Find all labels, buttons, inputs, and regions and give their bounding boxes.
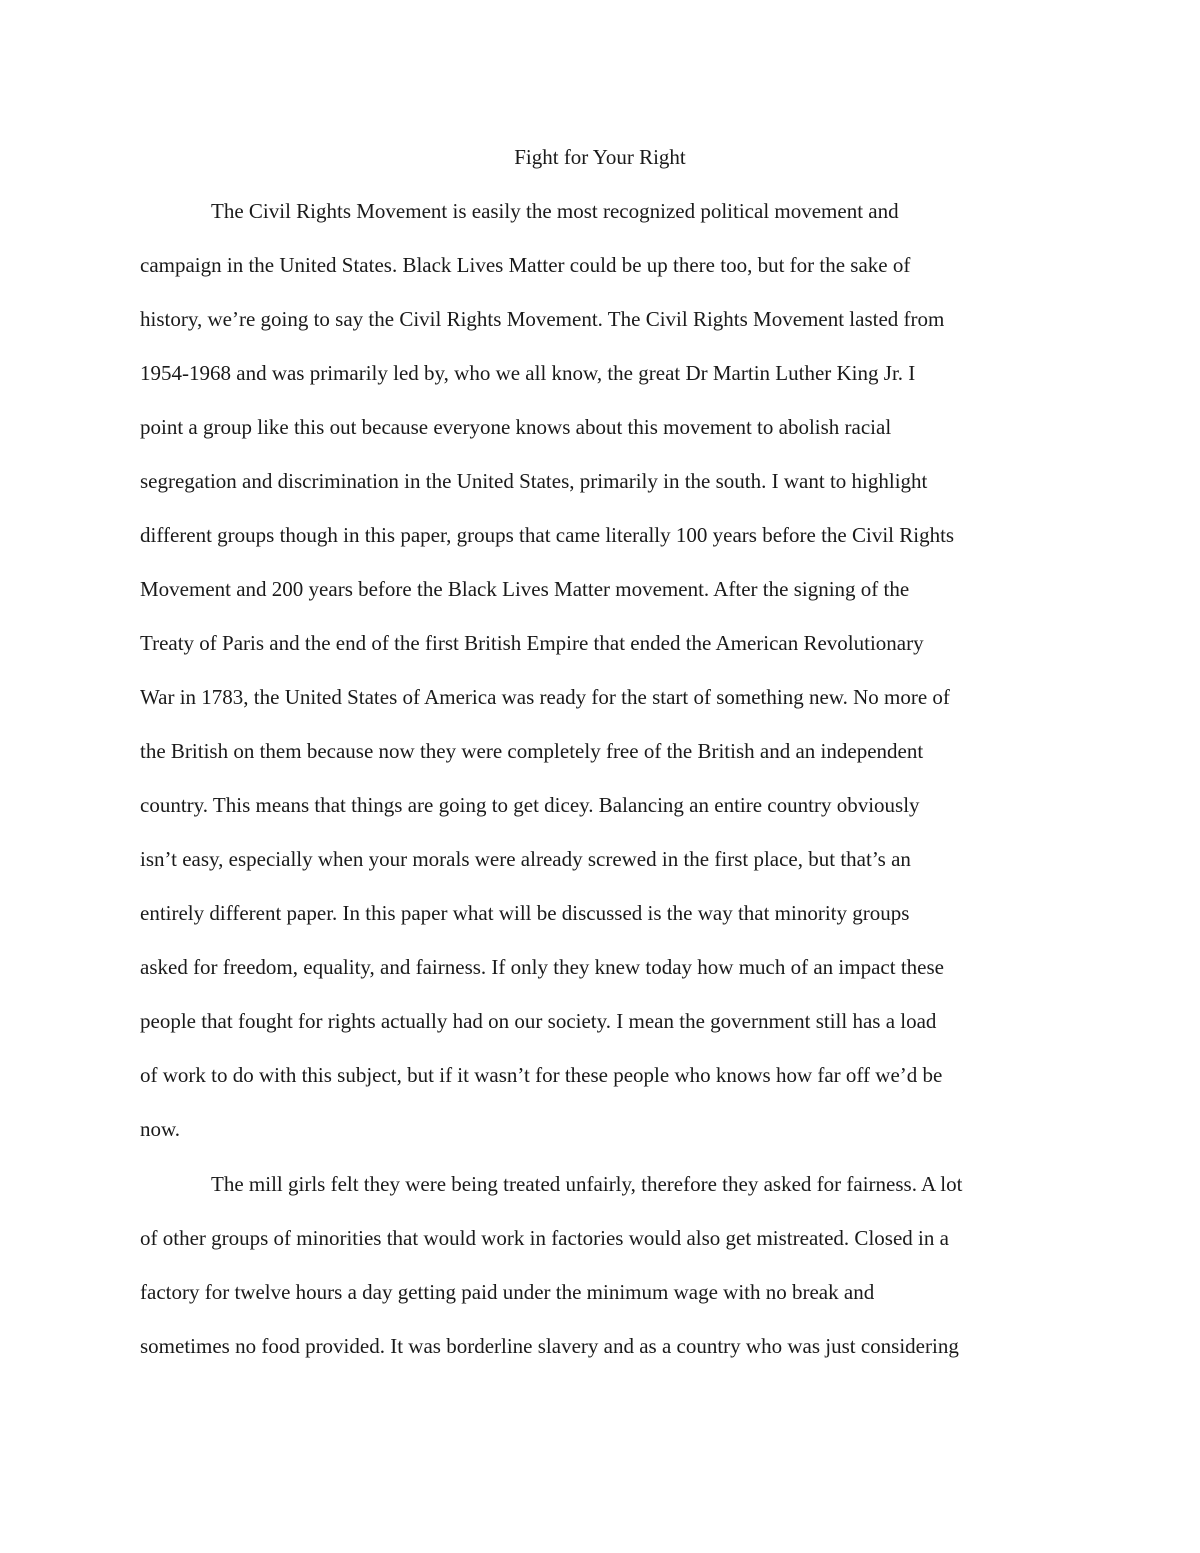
body-line: War in 1783, the United States of America was ready for the start of something new. No more of bbox=[140, 685, 950, 709]
body-line: point a group like this out because everyone knows about this movement to abolish racial bbox=[140, 415, 892, 439]
body-line: country. This means that things are going to get dicey. Balancing an entire country obviously bbox=[140, 793, 920, 817]
body-line: now. bbox=[140, 1117, 181, 1141]
document-title: Fight for Your Right bbox=[514, 145, 686, 169]
body-line: the British on them because now they were completely free of the British and an independent bbox=[140, 739, 924, 763]
body-line: sometimes no food provided. It was borderline slavery and as a country who was just considering bbox=[140, 1334, 959, 1358]
body-line: entirely different paper. In this paper what will be discussed is the way that minority groups bbox=[140, 901, 910, 925]
body-line: factory for twelve hours a day getting paid under the minimum wage with no break and bbox=[140, 1280, 875, 1304]
body-line: asked for freedom, equality, and fairness. If only they knew today how much of an impact these bbox=[140, 955, 944, 979]
body-line: isn’t easy, especially when your morals were already screwed in the first place, but that’s an bbox=[140, 847, 911, 871]
body-line: Treaty of Paris and the end of the first British Empire that ended the American Revolutionary bbox=[140, 631, 924, 655]
body-line: history, we’re going to say the Civil Rights Movement. The Civil Rights Movement lasted from bbox=[140, 307, 945, 331]
body-line: of work to do with this subject, but if it wasn’t for these people who knows how far off we’d be bbox=[140, 1063, 943, 1087]
body-line: The Civil Rights Movement is easily the most recognized political movement and bbox=[211, 199, 899, 223]
body-line: segregation and discrimination in the United States, primarily in the south. I want to highlight bbox=[140, 469, 928, 493]
body-line: campaign in the United States. Black Lives Matter could be up there too, but for the sake of bbox=[140, 253, 911, 277]
body-line: 1954-1968 and was primarily led by, who we all know, the great Dr Martin Luther King Jr. I bbox=[140, 361, 916, 385]
body-line: people that fought for rights actually had on our society. I mean the government still has a load bbox=[140, 1009, 937, 1033]
body-line: The mill girls felt they were being treated unfairly, therefore they asked for fairness. A lot bbox=[211, 1172, 963, 1196]
body-line: different groups though in this paper, groups that came literally 100 years before the Civil Rights bbox=[140, 523, 955, 547]
body-line: of other groups of minorities that would work in factories would also get mistreated. Closed in a bbox=[140, 1226, 949, 1250]
body-line: Movement and 200 years before the Black Lives Matter movement. After the signing of the bbox=[140, 577, 910, 601]
